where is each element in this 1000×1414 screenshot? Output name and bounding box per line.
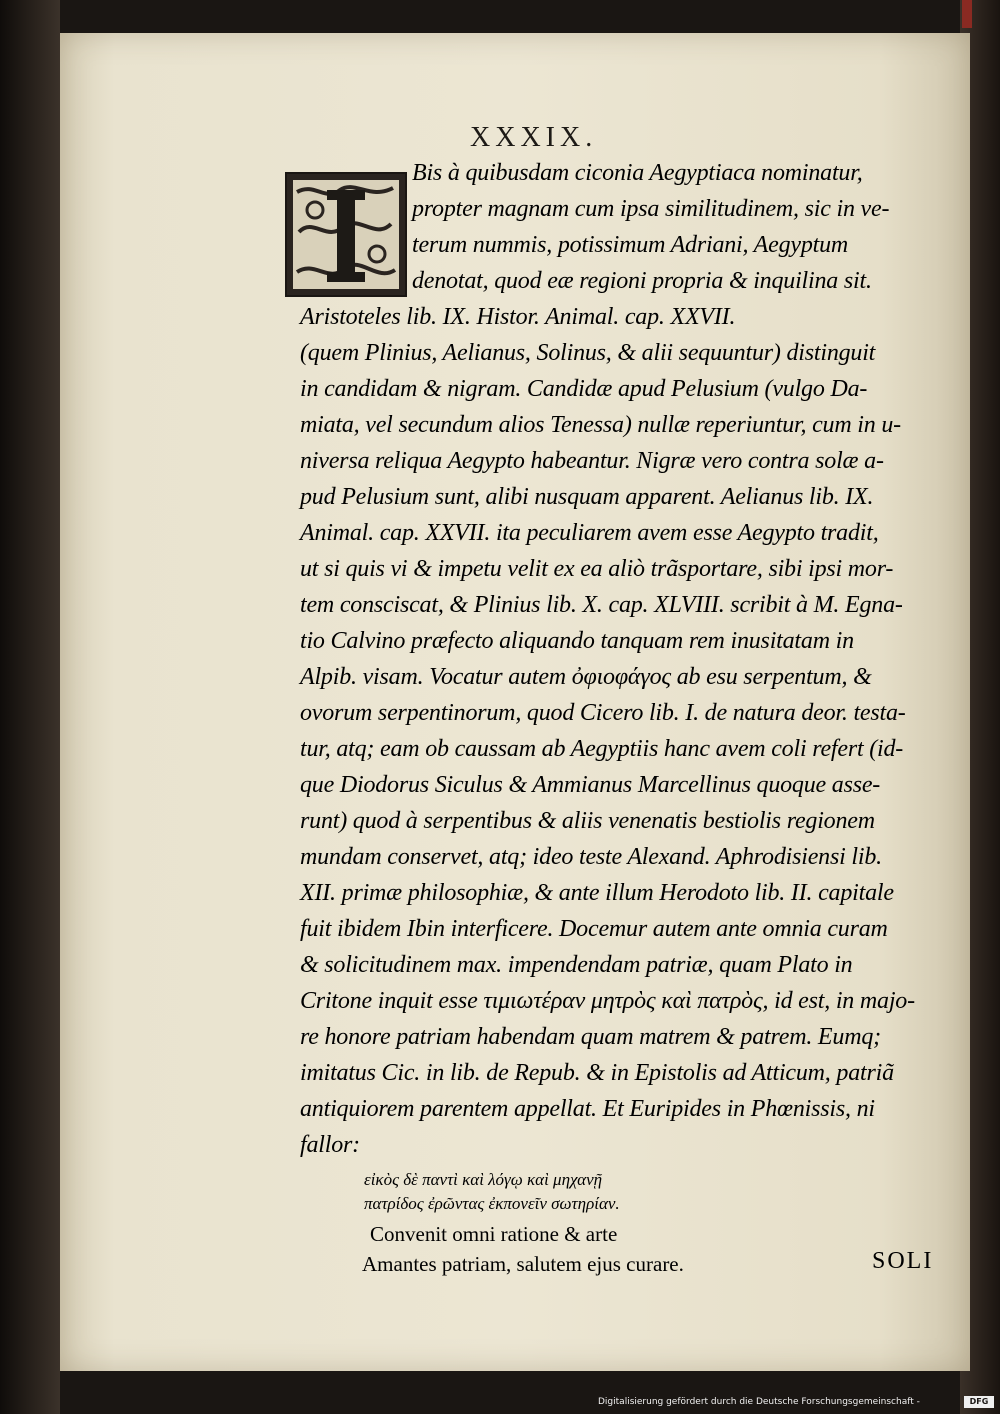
digitization-credit: Digitalisierung gefördert durch die Deutsche Forschungsgemeinschaft -: [598, 1397, 920, 1407]
body-line: terum nummis, potissimum Adriani, Aegyptum: [412, 232, 849, 258]
body-line: fuit ibidem Ibin interficere. Docemur autem ante omnia curam: [300, 916, 888, 942]
body-line: ovorum serpentinorum, quod Cicero lib. I. de natura deor. testa-: [300, 700, 906, 726]
greek-verse-line: πατρίδος ἐρῶντας ἐκπονεῖν σωτηρίαν.: [364, 1194, 620, 1213]
body-line: ut si quis vi & impetu velit ex ea aliò trãsportare, sibi ipsi mor-: [300, 556, 894, 582]
body-line: fallor:: [300, 1132, 360, 1158]
scan-left-edge: [0, 0, 60, 1414]
body-line: & solicitudinem max. impendendam patriæ, quam Plato in: [300, 952, 853, 978]
body-line: pud Pelusium sunt, alibi nusquam apparent. Aelianus lib. IX.: [300, 484, 874, 510]
body-line: XII. primæ philosophiæ, & ante illum Herodoto lib. II. capitale: [300, 880, 894, 906]
body-line: Critone inquit esse τιμιωτέραν μητρὸς καὶ πατρὸς, id est, in majo-: [300, 988, 915, 1014]
body-line: imitatus Cic. in lib. de Repub. & in Epistolis ad Atticum, patriã: [300, 1060, 894, 1086]
body-line: re honore patriam habendam quam matrem & patrem. Eumq;: [300, 1024, 881, 1050]
catchword: SOLI: [872, 1248, 934, 1274]
body-line: antiquiorem parentem appellat. Et Euripides in Phœnissis, ni: [300, 1096, 875, 1122]
body-line: denotat, quod eæ regioni propria & inquilina sit.: [412, 268, 872, 294]
body-line: propter magnam cum ipsa similitudinem, sic in ve-: [412, 196, 890, 222]
body-line: tur, atq; eam ob caussam ab Aegyptiis hanc avem coli refert (id-: [300, 736, 904, 762]
body-line: (quem Plinius, Aelianus, Solinus, & alii sequuntur) distinguit: [300, 340, 876, 366]
body-line: miata, vel secundum alios Tenessa) nullæ reperiuntur, cum in u-: [300, 412, 901, 438]
bookmark-ribbon: [962, 0, 972, 28]
body-line: runt) quod à serpentibus & aliis venenatis bestiolis regionem: [300, 808, 875, 834]
body-line: tem consciscat, & Plinius lib. X. cap. XLVIII. scribit à M. Egna-: [300, 592, 903, 618]
body-line: Animal. cap. XXVII. ita peculiarem avem esse Aegypto tradit,: [300, 520, 879, 546]
body-line: que Diodorus Siculus & Ammianus Marcellinus quoque asse-: [300, 772, 881, 798]
body-line: niversa reliqua Aegypto habeantur. Nigræ vero contra solæ a-: [300, 448, 884, 474]
decorated-initial-icon: [285, 172, 407, 297]
body-line: tio Calvino præfecto aliquando tanquam rem inusitatam in: [300, 628, 854, 654]
dfg-logo: DFG: [964, 1396, 994, 1408]
body-line: in candidam & nigram. Candidæ apud Pelusium (vulgo Da-: [300, 376, 868, 402]
body-line: mundam conservet, atq; ideo teste Alexand. Aphrodisiensi lib.: [300, 844, 882, 870]
body-line: Aristoteles lib. IX. Histor. Animal. cap. XXVII.: [300, 304, 736, 330]
latin-verse-line: Convenit omni ratione & arte: [370, 1222, 618, 1246]
page-header: XXXIX.: [470, 122, 598, 153]
greek-verse-line: εἰκὸς δὲ παντὶ καὶ λόγῳ καὶ μηχανῇ: [364, 1170, 603, 1189]
body-line: Bis à quibusdam ciconia Aegyptiaca nominatur,: [412, 160, 863, 186]
latin-verse-line: Amantes patriam, salutem ejus curare.: [362, 1252, 684, 1276]
body-line: Alpib. visam. Vocatur autem ὀφιοφάγος ab esu serpentum, &: [300, 664, 872, 690]
